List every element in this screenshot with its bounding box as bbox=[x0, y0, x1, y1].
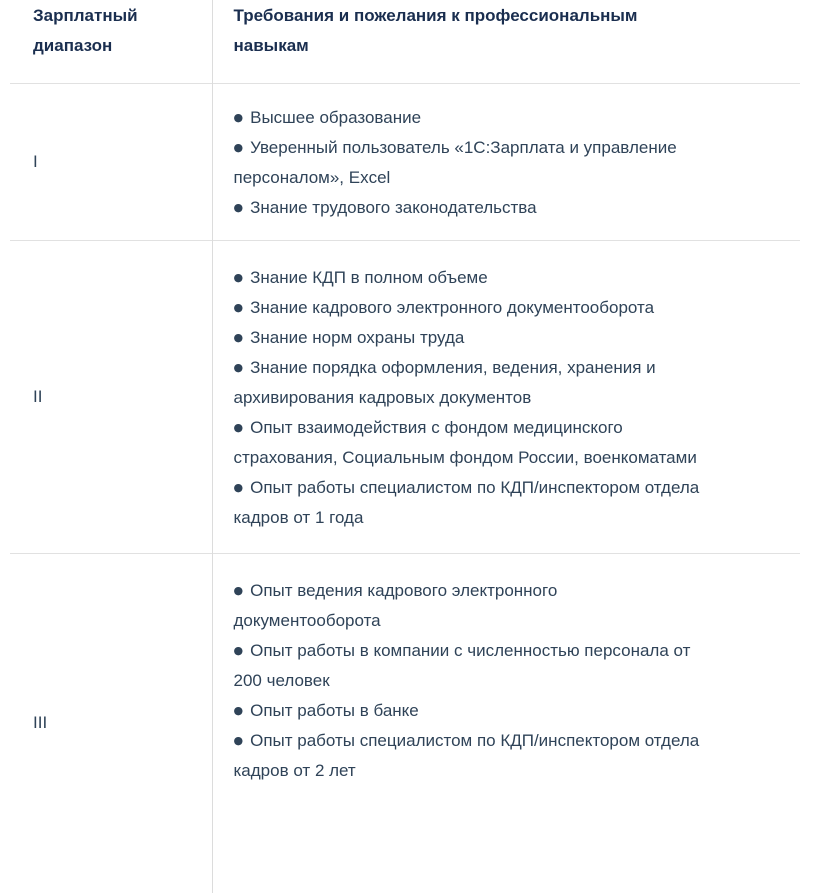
header-row bbox=[10, 0, 800, 83]
column-header-salary-range bbox=[10, 0, 212, 83]
text-line: кадров от 1 года bbox=[233, 507, 364, 527]
bullet-icon: ● bbox=[233, 140, 244, 154]
text-line: ● Знание КДП в полном объеме bbox=[233, 267, 488, 287]
text-line: документооборота bbox=[233, 610, 381, 630]
text-line: ● Знание трудового законодательства bbox=[233, 197, 537, 217]
bullet-icon: ● bbox=[233, 330, 244, 344]
bullet-icon: ● bbox=[233, 733, 244, 747]
salary-range-value: II bbox=[10, 240, 212, 553]
bullet-icon: ● bbox=[233, 270, 244, 284]
bullet-icon: ● bbox=[233, 360, 244, 374]
text-line: персоналом», Excel bbox=[233, 167, 391, 187]
requirements-list bbox=[212, 553, 800, 893]
text-line: ● Опыт работы в банке bbox=[233, 700, 419, 720]
bullet-icon: ● bbox=[233, 300, 244, 314]
text-line: ● Знание норм охраны труда bbox=[233, 327, 465, 347]
table-row-range-3 bbox=[10, 553, 800, 893]
text-line: архивирования кадровых документов bbox=[233, 387, 532, 407]
bullet-icon: ● bbox=[233, 200, 244, 214]
bullet-icon: ● bbox=[233, 703, 244, 717]
text-line: ● Знание порядка оформления, ведения, хранения и bbox=[233, 357, 656, 377]
bullet-icon: ● bbox=[233, 643, 244, 657]
bullet-icon: ● bbox=[233, 110, 244, 124]
requirements-list bbox=[212, 83, 800, 240]
salary-range-value: III bbox=[10, 553, 212, 893]
text-line: ● Опыт работы в компании с численностью персонала от bbox=[233, 640, 691, 660]
text-line: ● Уверенный пользователь «1С:Зарплата и управление bbox=[233, 137, 677, 157]
text-line: 200 человек bbox=[233, 670, 330, 690]
text-line: Требования и пожелания к профессиональным bbox=[233, 6, 638, 25]
bullet-icon: ● bbox=[233, 480, 244, 494]
table-row-range-1 bbox=[10, 83, 800, 240]
text-line: ● Знание кадрового электронного документооборота bbox=[233, 297, 655, 317]
text-line: ● Опыт ведения кадрового электронного bbox=[233, 580, 558, 600]
text-line: ● Опыт работы специалистом по КДП/инспектором отдела bbox=[233, 477, 700, 497]
table-row-range-2 bbox=[10, 240, 800, 553]
text-line: ● Опыт работы специалистом по КДП/инспектором отдела bbox=[233, 730, 700, 750]
text-line: диапазон bbox=[33, 36, 113, 55]
text-line: ● Высшее образование bbox=[233, 107, 422, 127]
bullet-icon: ● bbox=[233, 420, 244, 434]
salary-range-value: I bbox=[10, 83, 212, 240]
text-line: ● Опыт взаимодействия с фондом медицинского bbox=[233, 417, 623, 437]
bullet-icon: ● bbox=[233, 583, 244, 597]
text-line: кадров от 2 лет bbox=[233, 760, 356, 780]
salary-requirements-table bbox=[10, 0, 800, 893]
text-line: навыкам bbox=[233, 36, 309, 55]
requirements-list bbox=[212, 240, 800, 553]
text-line: страхования, Социальным фондом России, военкоматами bbox=[233, 447, 697, 467]
text-line: Зарплатный bbox=[33, 6, 138, 25]
column-header-requirements bbox=[212, 0, 800, 83]
